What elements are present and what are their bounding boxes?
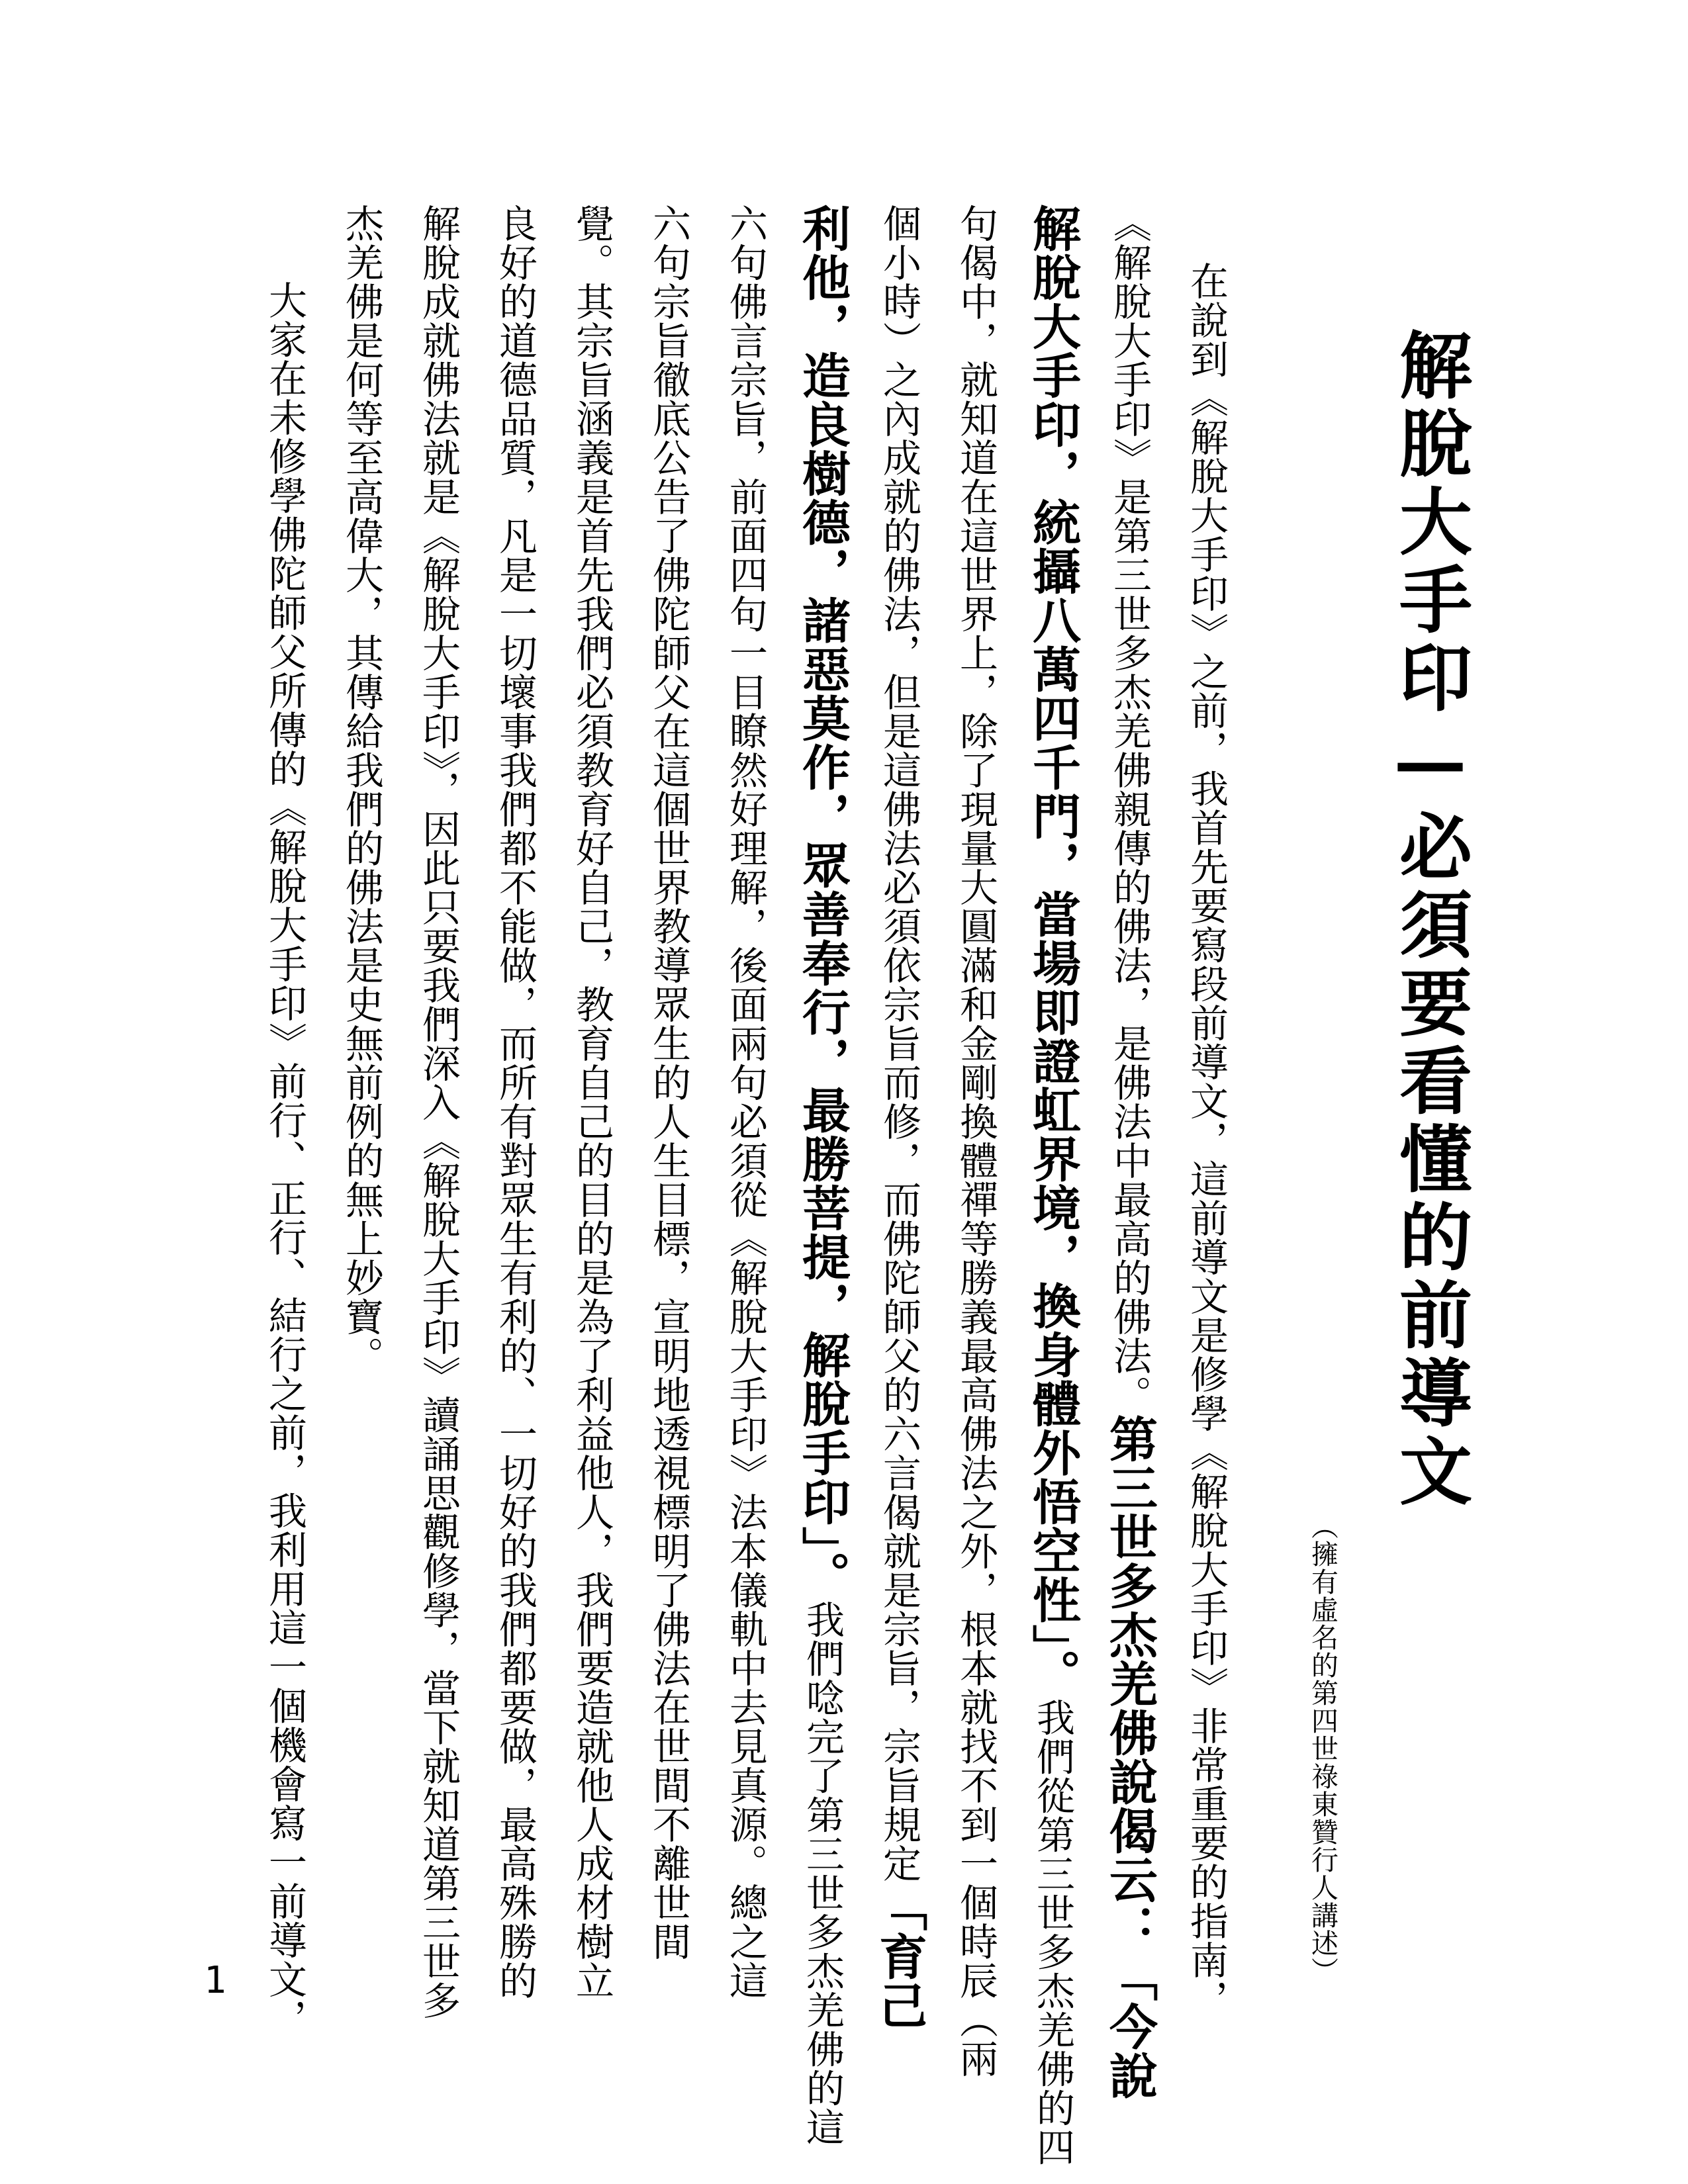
text-segment: 杰羌佛是何等至高偉大，其傳給我們的佛法是史無前例的無上妙寶。: [339, 204, 384, 1375]
text-segment: 解脫成就佛法就是《解脫大手印》，因此只要我們深入《解脫大手印》讀誦思觀修學，當下就知道第三世多: [416, 204, 461, 2020]
page-number: 1: [204, 1959, 226, 2002]
text-column: [861, 204, 937, 2110]
text-segment: 個小時）之內成就的佛法，但是這佛法必須依宗旨而修，而佛陀師父的六言偈就是宗旨，宗旨規定: [876, 204, 921, 1883]
text-column: [323, 204, 400, 2110]
text-segment: 在說到《解脫大手印》之前，我首先要寫段前導文，這前導文是修學《解脫大手印》非常重要的指南，: [1184, 261, 1229, 2019]
text-segment: 我們唸完了第三世多杰羌佛的這: [800, 1600, 845, 2147]
emphasis-text-segment: 第三世多杰羌佛說偈云：「今說: [1101, 1414, 1158, 2100]
text-segment: 良好的道德品質，凡是一切壞事我們都不能做，而所有對眾生有利的、一切好的我們都要做，最高殊勝的: [492, 204, 538, 2000]
text-column: [246, 204, 323, 2110]
text-column: [707, 204, 784, 2110]
text-column: [1168, 204, 1244, 2110]
text-segment: 大家在未修學佛陀師父所傳的《解脫大手印》前行、正行、結行之前，我利用這一個機會寫一前導文，: [262, 281, 307, 2038]
text-segment: 我們從第三世多杰羌佛的四: [1030, 1698, 1075, 2167]
emphasis-text-segment: 利他，造良樹德，諸惡莫作，眾善奉行，最勝菩提，解脫手印」。: [794, 204, 851, 1600]
text-column: [400, 204, 477, 2110]
page-subtitle: （擁有虛名的第四世祿東贊行人講述）: [1307, 1512, 1338, 1985]
body-text: [244, 204, 1244, 2167]
text-segment: 覺。其宗旨涵義是首先我們必須教育好自己，教育自己的目的是為了利益他人，我們要造就他人成材樹立: [569, 204, 614, 2000]
emphasis-text-segment: 「育己: [870, 1883, 927, 2030]
text-column: [784, 204, 861, 2147]
page-title: 解脫大手印—必須要看懂的前導文: [1387, 328, 1473, 1512]
text-column: [553, 204, 630, 2110]
text-column: [937, 204, 1014, 2110]
text-column: [477, 204, 553, 2110]
text-segment: 《解脫大手印》是第三世多杰羌佛親傳的佛法，是佛法中最高的佛法。: [1107, 204, 1152, 1414]
text-column: [1091, 204, 1168, 2110]
text-segment: 六句佛言宗旨，前面四句一目瞭然好理解，後面兩句必須從《解脫大手印》法本儀軌中去見真源。總之這: [723, 204, 768, 2000]
text-segment: 六句宗旨徹底公告了佛陀師父在這個世界教導眾生的人生目標，宣明地透視標明了佛法在世間不離世間: [646, 204, 691, 1961]
emphasis-text-segment: 解脫大手印，統攝八萬四千門，當場即證虹界境，換身體外悟空性」。: [1024, 204, 1081, 1698]
text-segment: 句偈中，就知道在這世界上，除了現量大圓滿和金剛換體禪等勝義最高佛法之外，根本就找不到一個時辰（兩: [953, 204, 998, 2078]
text-column: [630, 204, 707, 2110]
text-column: [1014, 204, 1091, 2167]
